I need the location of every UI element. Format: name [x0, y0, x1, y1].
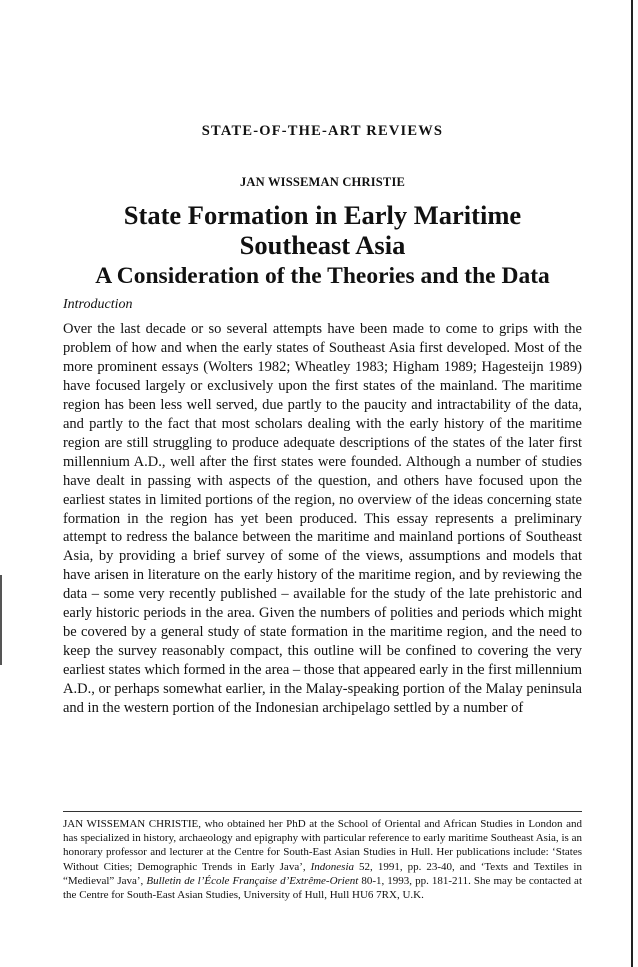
author-note-text-1: JAN WISSEMAN CHRISTIE, who obtained her PhD at the School of Oriental and African Studies in London and has specialized in history, archaeology and epigraphy with particular reference to early maritime Southeast Asia, is an honorary professor and lecturer at the Centre for South-East Asian Studies in Hull. Her publications include: ‘States Without Cities; Demographic Trends in Early Java’,: [63, 818, 582, 873]
author-note-text-2: 52, 1991, pp. 23-40, and ‘Texts and Textiles in “Medieval” Java’,: [63, 860, 582, 887]
footnote-divider: [63, 811, 582, 812]
author-name: JAN WISSEMAN CHRISTIE: [239, 175, 406, 189]
section-heading: STATE-OF-THE-ART REVIEWS: [201, 123, 444, 139]
journal-title-indonesia: Indonesia: [310, 860, 355, 873]
scan-edge-mark: [0, 575, 2, 665]
article-title: [63, 200, 582, 260]
title-line-1: State Formation in Early Maritime: [123, 200, 522, 230]
section-heading-introduction: Introduction: [63, 297, 133, 312]
author-note-text-3: 80-1, 1993, pp. 181-211. She may be contacted at the Centre for South-East Asian Studies, University of Hull, Hull HU6 7RX, U.K.: [63, 874, 583, 902]
page-edge-rule: [631, 0, 633, 967]
title-line-2: Southeast Asia: [239, 230, 406, 260]
author-note: [63, 817, 582, 902]
body-paragraph: Over the last decade or so several attempts have been made to come to grips with the problem of how and when the early states of Southeast Asia first developed. Most of the more prominent essays (Wolters 1982; Wheatley 1983; Higham 1989; Hagesteijn 1989) have focused largely or exclusively upon the first states of the mainland. The maritime region has been less well served, due partly to the paucity and intractability of the data, and partly to the fact that most scholars dealing with the early history of the maritime region are still struggling to produce adequate descriptions of the states of the later first millennium A.D., well after the first states were founded. Although a number of studies have dealt in passing with aspects of the question, and others have focused upon the earliest states in limited portions of the region, no overview of the ideas concerning state formation in the region has yet been produced. This essay represents a preliminary attempt to redress the balance between the maritime and mainland portions of Southeast Asia, by providing a brief survey of some of the views, assumptions and models that have arisen in literature on the early history of the maritime region, and by reviewing the data – some very recently published – available for the study of the late prehistoric and early historic periods in the area. Given the numbers of polities and periods which might be covered by a general study of state formation in the maritime region, and the need to keep the survey reasonably compact, this outline will be confined to covering the very earliest states which formed in the area – those that appeared early in the first millennium A.D., or perhaps somewhat earlier, in the Malay-speaking portion of the Malay peninsula and in the western portion of the Indonesian archipelago settled by a number of: [63, 321, 582, 717]
article-subtitle: A Consideration of the Theories and the Data: [95, 263, 550, 289]
journal-title-befeo: Bulletin de l’École Française d’Extrême-Orient: [146, 874, 359, 887]
